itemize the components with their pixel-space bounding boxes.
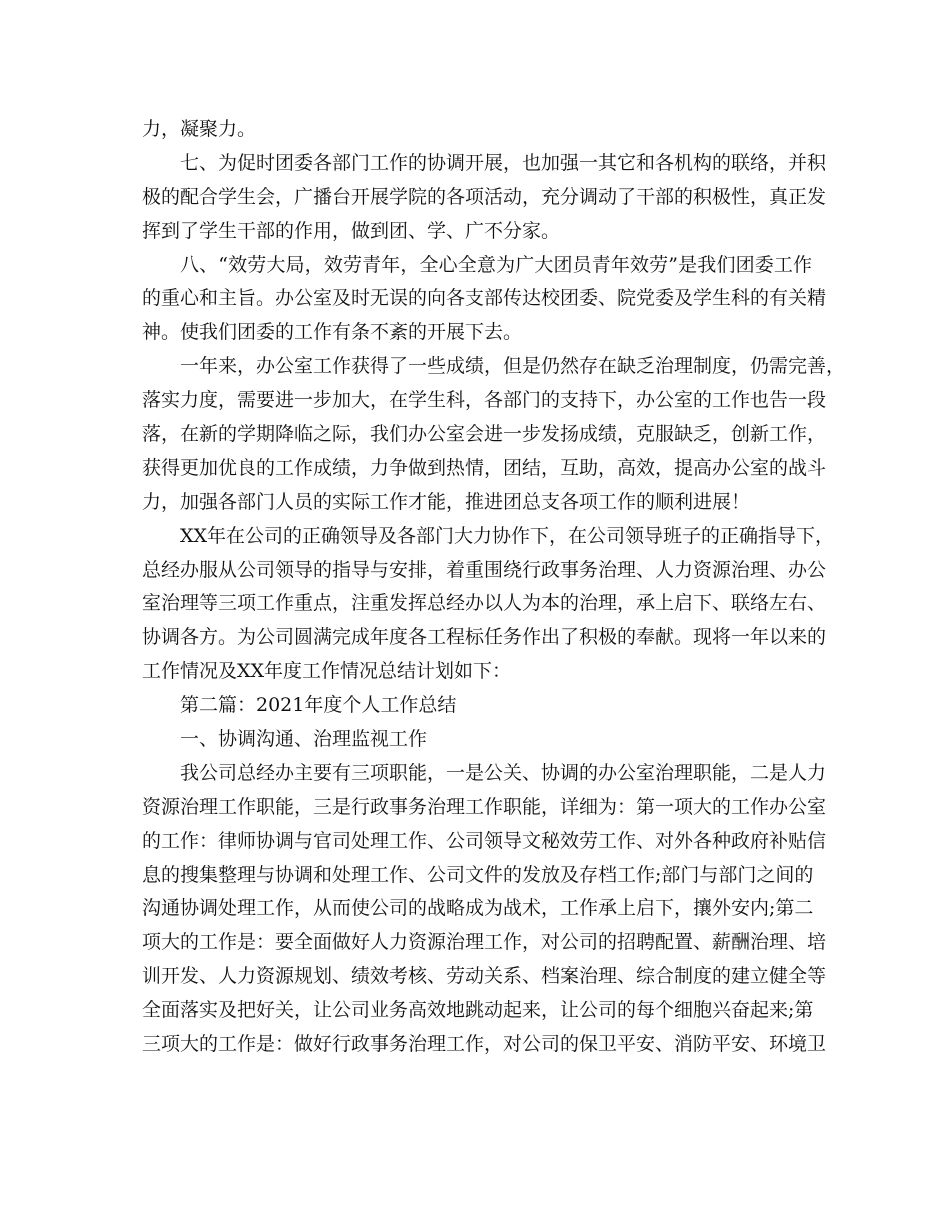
subsection-heading: 一、协调沟通、治理监视工作 [180, 728, 428, 751]
text-line: 总经办服从公司领导的指导与安排，着重围绕行政事务治理、人力资源治理、办公 [142, 558, 827, 581]
text-line: 三项大的工作是：做好行政事务治理工作，对公司的保卫平安、消防平安、环境卫 [142, 1033, 827, 1056]
text-line: 训开发、人力资源规划、绩效考核、劳动关系、档案治理、综合制度的建立健全等 [142, 965, 827, 988]
text-line: 息的搜集整理与协调和处理工作、公司文件的发放及存档工作;部门与部门之间的 [142, 863, 814, 886]
section-heading: 第二篇：2021年度个人工作总结 [180, 694, 457, 717]
text-line: 工作情况及XX年度工作情况总结计划如下： [142, 660, 512, 683]
text-line: 一年来，办公室工作获得了一些成绩，但是仍然存在缺乏治理制度，仍需完善， [180, 355, 846, 378]
text-line: 七、为促时团委各部门工作的协调开展，也加强一其它和各机构的联络，并积 [180, 151, 827, 174]
text-line: 极的配合学生会，广播台开展学院的各项活动，充分调动了干部的积极性，真正发 [142, 185, 827, 208]
text-line: 八、“效劳大局，效劳青年，全心全意为广大团员青年效劳”是我们团委工作 [180, 253, 812, 276]
text-line: 获得更加优良的工作成绩，力争做到热情，团结，互助，高效，提高办公室的战斗 [142, 456, 827, 479]
text-line: 落，在新的学期降临之际，我们办公室会进一步发扬成绩，克服缺乏，创新工作， [142, 423, 827, 446]
text-line: 神。使我们团委的工作有条不紊的开展下去。 [142, 321, 523, 344]
text-line: 我公司总经办主要有三项职能，一是公关、协调的办公室治理职能，二是人力 [180, 761, 827, 784]
text-line: 挥到了学生干部的作用，做到团、学、广不分家。 [142, 219, 561, 242]
text-line: 全面落实及把好关，让公司业务高效地跳动起来，让公司的每个细胞兴奋起来;第 [142, 999, 814, 1022]
text-line: 的重心和主旨。办公室及时无误的向各支部传达校团委、院党委及学生科的有关精 [142, 287, 827, 310]
text-line: 力，凝聚力。 [142, 118, 257, 140]
text-line: 沟通协调处理工作，从而使公司的战略成为战术，工作承上启下，攘外安内;第二 [142, 897, 814, 920]
text-line: 协调各方。为公司圆满完成年度各工程标任务作出了积极的奉献。现将一年以来的 [142, 626, 827, 649]
document-page [142, 113, 846, 1062]
text-line: 室治理等三项工作重点，注重发挥总经办以人为本的治理，承上启下、联络左右、 [142, 592, 827, 615]
text-line: 资源治理工作职能，三是行政事务治理工作职能，详细为：第一项大的工作办公室 [142, 795, 827, 818]
text-line: 落实力度，需要进一步加大，在学生科，各部门的支持下，办公室的工作也告一段 [142, 389, 827, 412]
text-line: 项大的工作是：要全面做好人力资源治理工作，对公司的招聘配置、薪酬治理、培 [142, 931, 827, 954]
text-line: 的工作：律师协调与官司处理工作、公司领导文秘效劳工作、对外各种政府补贴信 [142, 829, 827, 852]
text-line: XX年在公司的正确领导及各部门大力协作下，在公司领导班子的正确指导下， [180, 524, 835, 547]
text-line: 力，加强各部门人员的实际工作才能，推进团总支各项工作的顺利进展！ [142, 490, 751, 513]
